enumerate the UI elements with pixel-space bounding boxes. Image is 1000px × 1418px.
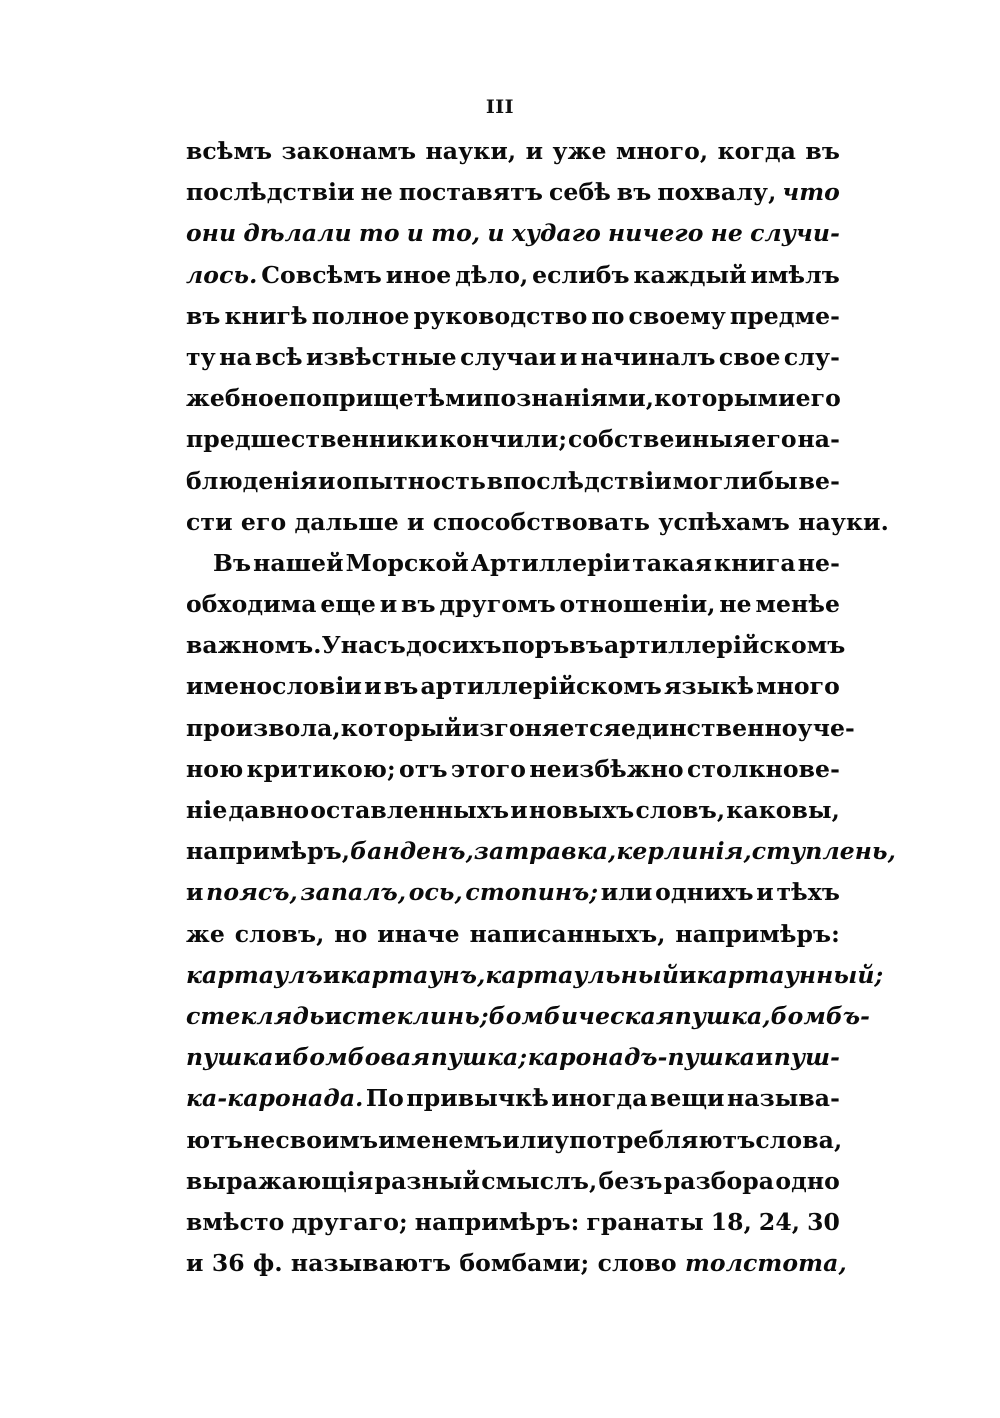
text-line <box>186 1078 840 1119</box>
word: на- <box>797 425 840 454</box>
word: и <box>756 878 774 907</box>
word: слова, <box>755 1125 843 1154</box>
word: ною <box>186 754 244 783</box>
word: словъ, <box>234 919 325 948</box>
word: иное <box>385 260 452 289</box>
word <box>186 213 236 254</box>
italic-word: каронадъ-пушка <box>527 1043 756 1072</box>
word: сти <box>186 507 233 536</box>
word <box>675 996 771 1037</box>
italic-word: бомбическая <box>488 1001 675 1030</box>
word: и <box>364 672 382 701</box>
word <box>186 1037 274 1078</box>
text-line <box>186 1161 840 1202</box>
italic-word: банденъ, <box>350 837 474 866</box>
word: или <box>600 878 653 907</box>
word <box>300 872 406 913</box>
word: другомъ <box>439 590 556 619</box>
word <box>697 955 884 996</box>
word: 18, <box>710 1207 752 1236</box>
word: словъ, <box>635 796 726 824</box>
word: послѣдствіи <box>186 178 355 207</box>
word: полное <box>311 301 410 330</box>
word <box>292 1037 430 1078</box>
word: отношеніи, <box>559 590 716 619</box>
text-line <box>186 543 840 584</box>
word: и <box>679 960 697 989</box>
word <box>774 1037 840 1078</box>
word: По <box>365 1084 404 1113</box>
word: начиналъ <box>580 342 716 371</box>
word: своему <box>628 301 726 330</box>
word: могли <box>672 466 758 495</box>
word: разбора <box>663 1166 775 1195</box>
word: не <box>360 178 393 207</box>
word: на <box>219 342 252 371</box>
word: артиллерійскомъ <box>420 672 662 701</box>
word: и <box>274 1043 292 1072</box>
word <box>485 955 679 996</box>
italic-word: толстота, <box>684 1249 847 1278</box>
word: 36 <box>211 1249 245 1278</box>
italic-word: не <box>710 219 743 248</box>
text-line <box>186 131 840 172</box>
word: сихъ <box>437 631 502 660</box>
text-line <box>186 955 884 996</box>
word: поставятъ <box>398 178 544 207</box>
word: другаго; <box>291 1207 408 1236</box>
word: еслибъ <box>532 260 630 289</box>
text-line <box>186 584 840 625</box>
text-line <box>186 502 889 543</box>
word <box>465 872 598 913</box>
word: поръ <box>501 631 570 660</box>
word: и <box>559 342 578 371</box>
word: смыслъ, <box>481 1166 598 1195</box>
word: тѣми <box>413 384 484 413</box>
word: свое <box>718 342 781 371</box>
italic-word: то, <box>431 219 481 248</box>
word: ту <box>186 342 216 371</box>
word: книга <box>714 548 796 577</box>
word: неизбѣжно <box>529 754 684 783</box>
word: напримѣръ: <box>414 1207 580 1236</box>
word: этого <box>450 754 527 783</box>
word: гранаты <box>586 1207 704 1236</box>
italic-word: пушка <box>186 1043 274 1072</box>
text-line <box>186 461 840 502</box>
word: 24, <box>758 1207 801 1236</box>
word: Артиллеріи <box>470 548 631 577</box>
word: всѣ <box>255 342 303 371</box>
word <box>711 213 743 254</box>
word: каждый <box>633 260 747 289</box>
word: успѣхамъ <box>658 507 790 536</box>
italic-word: стеклинь; <box>342 1001 489 1030</box>
word: блюденія <box>186 466 318 495</box>
word <box>685 1249 847 1277</box>
word <box>350 831 474 872</box>
italic-word: то <box>358 219 400 248</box>
word <box>528 1037 755 1078</box>
word: иногда <box>551 1084 648 1113</box>
word: именемъ <box>378 1125 503 1154</box>
word: дальше <box>294 507 399 536</box>
text-line <box>186 790 840 831</box>
word: иначе <box>377 919 460 948</box>
word <box>487 213 504 254</box>
word <box>359 213 400 254</box>
word: называ- <box>726 1084 840 1113</box>
word <box>186 996 325 1037</box>
word: употребляютъ <box>553 1125 756 1154</box>
word: жебное <box>186 384 289 413</box>
word: уче- <box>797 713 855 742</box>
word: по <box>591 301 625 330</box>
text-line <box>186 1202 840 1243</box>
word: и <box>324 1001 343 1030</box>
word: въ <box>616 178 652 207</box>
text-line <box>186 749 840 790</box>
word <box>407 213 424 254</box>
word: же <box>186 919 225 948</box>
word: однихъ <box>655 878 754 907</box>
word: и <box>322 960 341 989</box>
word: ф. <box>253 1249 283 1278</box>
word: написанныхъ, <box>469 919 666 948</box>
word: случаи <box>460 342 557 371</box>
italic-word: пушка, <box>674 1001 771 1030</box>
word: каковы, <box>726 796 840 824</box>
italic-word: пушка; <box>430 1043 528 1072</box>
word: много, <box>615 137 709 165</box>
word: науки, <box>425 137 517 165</box>
word: языкѣ <box>664 672 754 701</box>
word: когда <box>717 137 796 165</box>
word: такая <box>632 548 713 577</box>
word: бы <box>758 466 798 495</box>
italic-word: ничего <box>608 219 704 248</box>
word <box>342 996 489 1037</box>
word: опытность <box>336 466 486 495</box>
word <box>186 955 323 996</box>
word: оставленныхъ <box>310 796 510 824</box>
italic-word: картаульный <box>485 960 680 989</box>
word: слу- <box>783 342 840 371</box>
word: поприще <box>288 384 414 413</box>
word: ютъ <box>186 1125 243 1154</box>
word: науки. <box>798 507 889 536</box>
word: не <box>719 590 752 619</box>
word: предме- <box>729 301 840 330</box>
word: менѣе <box>755 590 840 619</box>
italic-word: стопинъ; <box>465 878 599 907</box>
text-line <box>186 872 840 913</box>
text-line <box>186 419 840 460</box>
word: одно <box>775 1166 840 1195</box>
word: который <box>340 713 462 742</box>
word: выражающія <box>186 1166 374 1195</box>
word: но <box>334 919 368 948</box>
word <box>616 831 751 872</box>
text-line <box>186 1243 847 1284</box>
word: напримѣръ, <box>186 837 351 866</box>
word <box>752 831 896 872</box>
word: именословіи <box>186 672 363 701</box>
italic-word: дѣлали <box>243 219 352 248</box>
word: обходима <box>186 590 317 619</box>
italic-word: картаунъ, <box>340 960 486 989</box>
word: важномъ. <box>186 631 322 660</box>
word: въ <box>569 631 604 660</box>
italic-word: керлинія, <box>616 837 752 866</box>
word <box>431 1037 527 1078</box>
italic-word: что <box>782 178 840 207</box>
italic-word: и <box>406 219 424 248</box>
word: и <box>379 590 398 619</box>
text-line <box>186 708 855 749</box>
word: столкнове- <box>686 754 840 783</box>
italic-word: запалъ, <box>300 878 407 907</box>
word <box>206 872 298 913</box>
word: извѣстные <box>305 342 457 371</box>
word: которыми <box>654 384 796 413</box>
word <box>512 213 601 254</box>
word: и <box>186 1249 204 1278</box>
word <box>243 213 351 254</box>
word: похвалу, <box>657 178 777 207</box>
word: уже <box>552 137 607 165</box>
word <box>489 996 675 1037</box>
text-line <box>186 996 871 1037</box>
word: вещи <box>649 1084 725 1113</box>
body-text-block <box>186 131 896 1284</box>
italic-word: ступлень, <box>751 837 896 866</box>
word <box>474 831 616 872</box>
text-line <box>186 296 840 337</box>
word: Совсѣмъ <box>261 260 382 289</box>
italic-word: ось, <box>408 878 463 907</box>
word: много <box>756 672 840 701</box>
text-line <box>186 337 840 378</box>
word: ве- <box>798 466 840 495</box>
word: слово <box>597 1249 677 1278</box>
italic-word: картаулъ <box>186 960 323 989</box>
word: и <box>755 1043 774 1072</box>
italic-word: они <box>186 219 237 248</box>
word: нашей <box>253 548 344 577</box>
word: новыхъ <box>528 796 635 824</box>
word: не <box>243 1125 276 1154</box>
word: и <box>407 507 425 536</box>
word: его <box>240 507 287 536</box>
text-line <box>186 213 840 254</box>
word <box>782 172 840 213</box>
word: вмѣсто <box>186 1207 285 1236</box>
italic-word: худаго <box>511 219 601 248</box>
page-number: III <box>485 96 515 118</box>
italic-word: лось. <box>186 260 258 289</box>
text-line <box>186 172 840 213</box>
text-line <box>186 378 840 419</box>
word: произвола, <box>186 713 341 742</box>
word: способствовать <box>432 507 651 536</box>
word: разный <box>374 1166 480 1195</box>
word: предшественники <box>186 425 439 454</box>
word: давно <box>228 796 310 824</box>
italic-word: поясъ, <box>206 878 298 907</box>
text-line <box>186 1120 843 1161</box>
word: называютъ <box>290 1249 452 1278</box>
word: привычкѣ <box>406 1084 549 1113</box>
word <box>186 1078 363 1119</box>
word: единственно <box>620 713 798 742</box>
italic-word: ка-каронада. <box>186 1084 364 1113</box>
word: до <box>405 631 438 660</box>
word: еще <box>320 590 376 619</box>
word: ніе <box>186 796 228 824</box>
text-line <box>186 255 840 296</box>
italic-word: бомбъ- <box>770 1001 871 1030</box>
word: Морской <box>345 548 469 577</box>
word: критикою; <box>246 754 396 783</box>
word: имѣлъ <box>750 260 840 289</box>
word: артиллерійскомъ <box>603 631 846 660</box>
word: дѣло, <box>455 260 529 289</box>
word: и <box>525 137 544 165</box>
word: своимъ <box>275 1125 379 1154</box>
word: въ <box>805 137 840 165</box>
word: законамъ <box>281 137 417 165</box>
word: его <box>795 384 841 413</box>
word: и <box>510 796 528 824</box>
word: 30 <box>807 1207 840 1236</box>
word <box>431 213 480 254</box>
word: впослѣдствіи <box>486 466 672 495</box>
word <box>771 996 870 1037</box>
word <box>750 213 840 254</box>
italic-word: стеклядь <box>186 1001 325 1030</box>
word: кончили; <box>439 425 568 454</box>
word <box>340 955 485 996</box>
word: У <box>321 631 341 660</box>
word: тѣхъ <box>776 878 840 907</box>
word: въ <box>186 301 221 330</box>
word: или <box>502 1125 554 1154</box>
word: бомбами; <box>459 1249 590 1278</box>
word: познаніями, <box>483 384 655 413</box>
text-line <box>186 914 840 955</box>
word: и <box>186 878 204 907</box>
italic-word: и <box>487 219 505 248</box>
word: напримѣръ: <box>675 919 840 948</box>
word: въ <box>401 590 436 619</box>
word: въ <box>383 672 419 701</box>
word: не- <box>797 548 840 577</box>
text-line <box>186 1037 840 1078</box>
text-line <box>186 831 896 872</box>
italic-word: случи- <box>750 219 840 248</box>
italic-word: картаунный; <box>696 960 884 989</box>
word: руководство <box>413 301 588 330</box>
word: себѣ <box>548 178 611 207</box>
word: изгоняется <box>461 713 621 742</box>
word <box>186 255 257 296</box>
word: отъ <box>399 754 448 783</box>
word: его <box>751 425 797 454</box>
word: насъ <box>340 631 406 660</box>
word: Въ <box>213 548 252 577</box>
word: собствеиныя <box>567 425 751 454</box>
italic-word: бомбовая <box>292 1043 431 1072</box>
word <box>608 213 703 254</box>
word: безъ <box>598 1166 663 1195</box>
word: книгѣ <box>224 301 308 330</box>
text-line <box>186 625 846 666</box>
word: и <box>318 466 336 495</box>
italic-word: затравка, <box>473 837 617 866</box>
text-line <box>186 666 840 707</box>
word <box>409 872 463 913</box>
word: всѣмъ <box>186 137 273 165</box>
italic-word: пуш- <box>773 1043 840 1072</box>
